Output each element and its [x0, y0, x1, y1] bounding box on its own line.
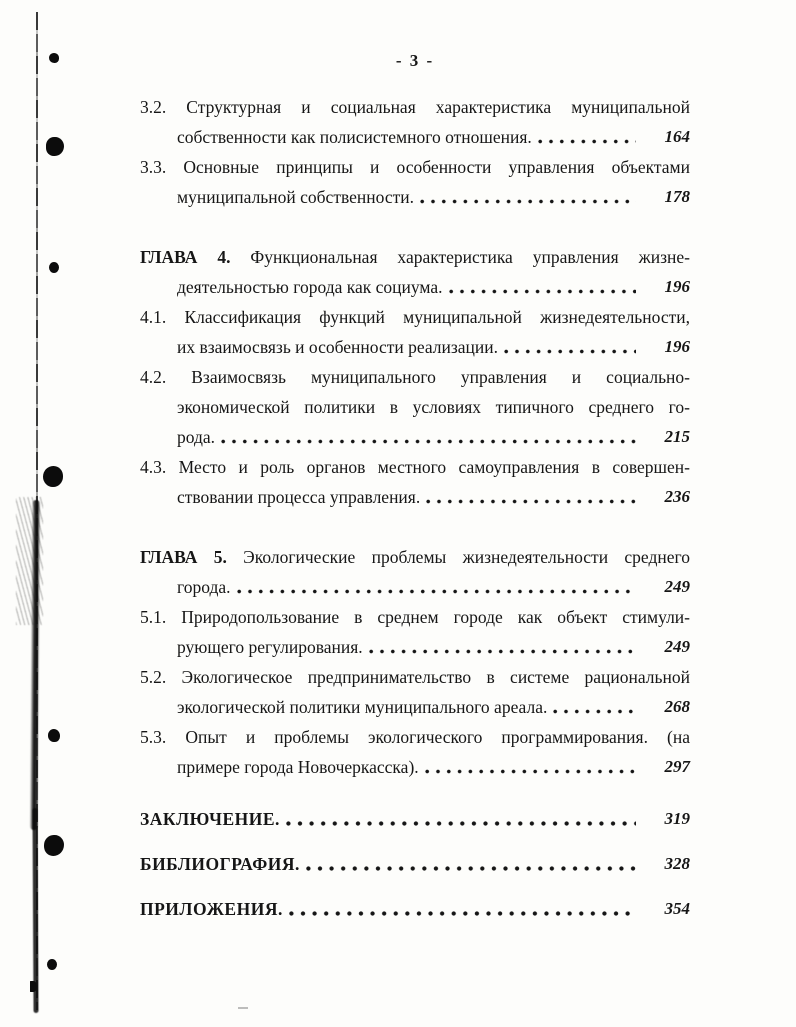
toc-line-text: рода.: [177, 427, 216, 447]
toc-item-entry: [140, 302, 690, 362]
toc-list: [140, 92, 690, 924]
toc-line: [140, 572, 690, 602]
toc-line-text: деятельностью города как социума.: [177, 277, 443, 297]
page-number: 354: [664, 899, 690, 918]
toc-line: [140, 302, 690, 332]
toc-line: [140, 602, 690, 632]
toc-content: [140, 46, 690, 924]
toc-line: [140, 272, 690, 302]
toc-line: [140, 242, 690, 272]
page-number: 196: [664, 337, 690, 356]
dot-leader: [420, 182, 636, 212]
page-number: 236: [664, 487, 690, 506]
page-number: 249: [664, 637, 690, 656]
toc-line: [140, 482, 690, 512]
dot-leader: [425, 752, 636, 782]
toc-line-text: ствовании процесса управления.: [177, 487, 421, 507]
toc-line-text: примере города Новочеркасска).: [177, 757, 419, 777]
page-number: 178: [664, 187, 690, 206]
toc-line-text: муниципальной собственности.: [177, 187, 414, 207]
toc-line: [140, 722, 690, 752]
toc-line-text: их взаимосвязь и особенности реализации.: [177, 337, 499, 357]
ink-blob: [49, 262, 59, 273]
page-number: 328: [664, 854, 690, 873]
dot-leader: [221, 422, 636, 452]
scan-speck: [238, 1007, 248, 1009]
toc-line-text: 3.2. Структурная и социальная характеристика муниципальной: [140, 97, 690, 117]
toc-line: [140, 422, 690, 452]
toc-line-text: БИБЛИОГРАФИЯ.: [140, 854, 300, 874]
toc-line: [140, 452, 690, 482]
toc-item-entry: [140, 452, 690, 512]
ink-blob: [43, 466, 63, 487]
toc-section-entry: [140, 849, 690, 879]
toc-item-entry: [140, 602, 690, 662]
toc-line-text: 4.3. Место и роль органов местного самоуправления в совершен-: [140, 457, 690, 477]
toc-line: [140, 632, 690, 662]
dot-leader: [449, 272, 636, 302]
toc-item-entry: [140, 722, 690, 782]
toc-line-text: 4.2. Взаимосвязь муниципального управления и социально-: [140, 367, 690, 387]
toc-line: [140, 804, 690, 834]
toc-line-text: экономической политики в условиях типичного среднего го-: [177, 397, 690, 417]
toc-line: [140, 152, 690, 182]
ink-blob: [48, 729, 60, 742]
page-number: 196: [664, 277, 690, 296]
toc-line-text: 5.1. Природопользование в среднем городе как объект стимули-: [140, 607, 690, 627]
ink-blob: [47, 959, 57, 970]
dot-leader: [553, 692, 636, 722]
toc-item-entry: [140, 662, 690, 722]
chapter-label: ГЛАВА 5.: [140, 547, 244, 567]
toc-line: [140, 332, 690, 362]
page-number: 164: [664, 127, 690, 146]
toc-line-text: 4.1. Классификация функций муниципальной жизнедеятельности,: [140, 307, 690, 327]
toc-line: [140, 849, 690, 879]
toc-item-entry: [140, 152, 690, 212]
toc-item-entry: [140, 92, 690, 152]
toc-line: [140, 752, 690, 782]
dot-leader: [286, 804, 636, 834]
chapter-label: ГЛАВА 4.: [140, 247, 251, 267]
toc-line-text: ПРИЛОЖЕНИЯ.: [140, 899, 283, 919]
page-number: 249: [664, 577, 690, 596]
toc-line: [140, 122, 690, 152]
dot-leader: [237, 572, 636, 602]
ink-blob: [30, 981, 37, 992]
toc-section-entry: [140, 804, 690, 834]
toc-line: [140, 392, 690, 422]
page-number-header: - 3 -: [395, 51, 435, 70]
toc-line-text: собственности как полисистемного отношения.: [177, 127, 532, 147]
scan-edge-smudge: [30, 500, 40, 830]
dot-leader: [538, 122, 636, 152]
page-number: 215: [664, 427, 690, 446]
dot-leader: [369, 632, 636, 662]
ink-blob: [46, 137, 64, 156]
toc-line-text: 5.3. Опыт и проблемы экологического программирования. (на: [140, 727, 690, 747]
page-number: 268: [664, 697, 690, 716]
page-number: 297: [664, 757, 690, 776]
ink-blob: [49, 53, 59, 63]
toc-line: [140, 662, 690, 692]
dot-leader: [426, 482, 636, 512]
ink-blob: [44, 835, 64, 856]
toc-chapter-entry: [140, 242, 690, 302]
toc-line-text: ГЛАВА 5. Экологические проблемы жизнедеятельности среднего: [140, 547, 690, 567]
dot-leader: [504, 332, 636, 362]
dot-leader: [289, 894, 636, 924]
toc-item-entry: [140, 362, 690, 452]
toc-line: [140, 692, 690, 722]
dot-leader: [306, 849, 636, 879]
toc-line-text: экологической политики муниципального ареала.: [177, 697, 548, 717]
toc-line-text: рующего регулирования.: [177, 637, 363, 657]
toc-section-entry: [140, 894, 690, 924]
toc-chapter-entry: [140, 542, 690, 602]
toc-line-text: ГЛАВА 4. Функциональная характеристика управления жизне-: [140, 247, 690, 267]
toc-line-text: ЗАКЛЮЧЕНИЕ.: [140, 809, 280, 829]
toc-line: [140, 362, 690, 392]
toc-line-text: 3.3. Основные принципы и особенности управления объектами: [140, 157, 690, 177]
toc-line-text: 5.2. Экологическое предпринимательство в системе рациональной: [140, 667, 690, 687]
toc-line: [140, 182, 690, 212]
toc-line: [140, 542, 690, 572]
toc-line-text: города.: [177, 577, 231, 597]
toc-line: [140, 894, 690, 924]
toc-line: [140, 92, 690, 122]
page-number: 319: [664, 809, 690, 828]
